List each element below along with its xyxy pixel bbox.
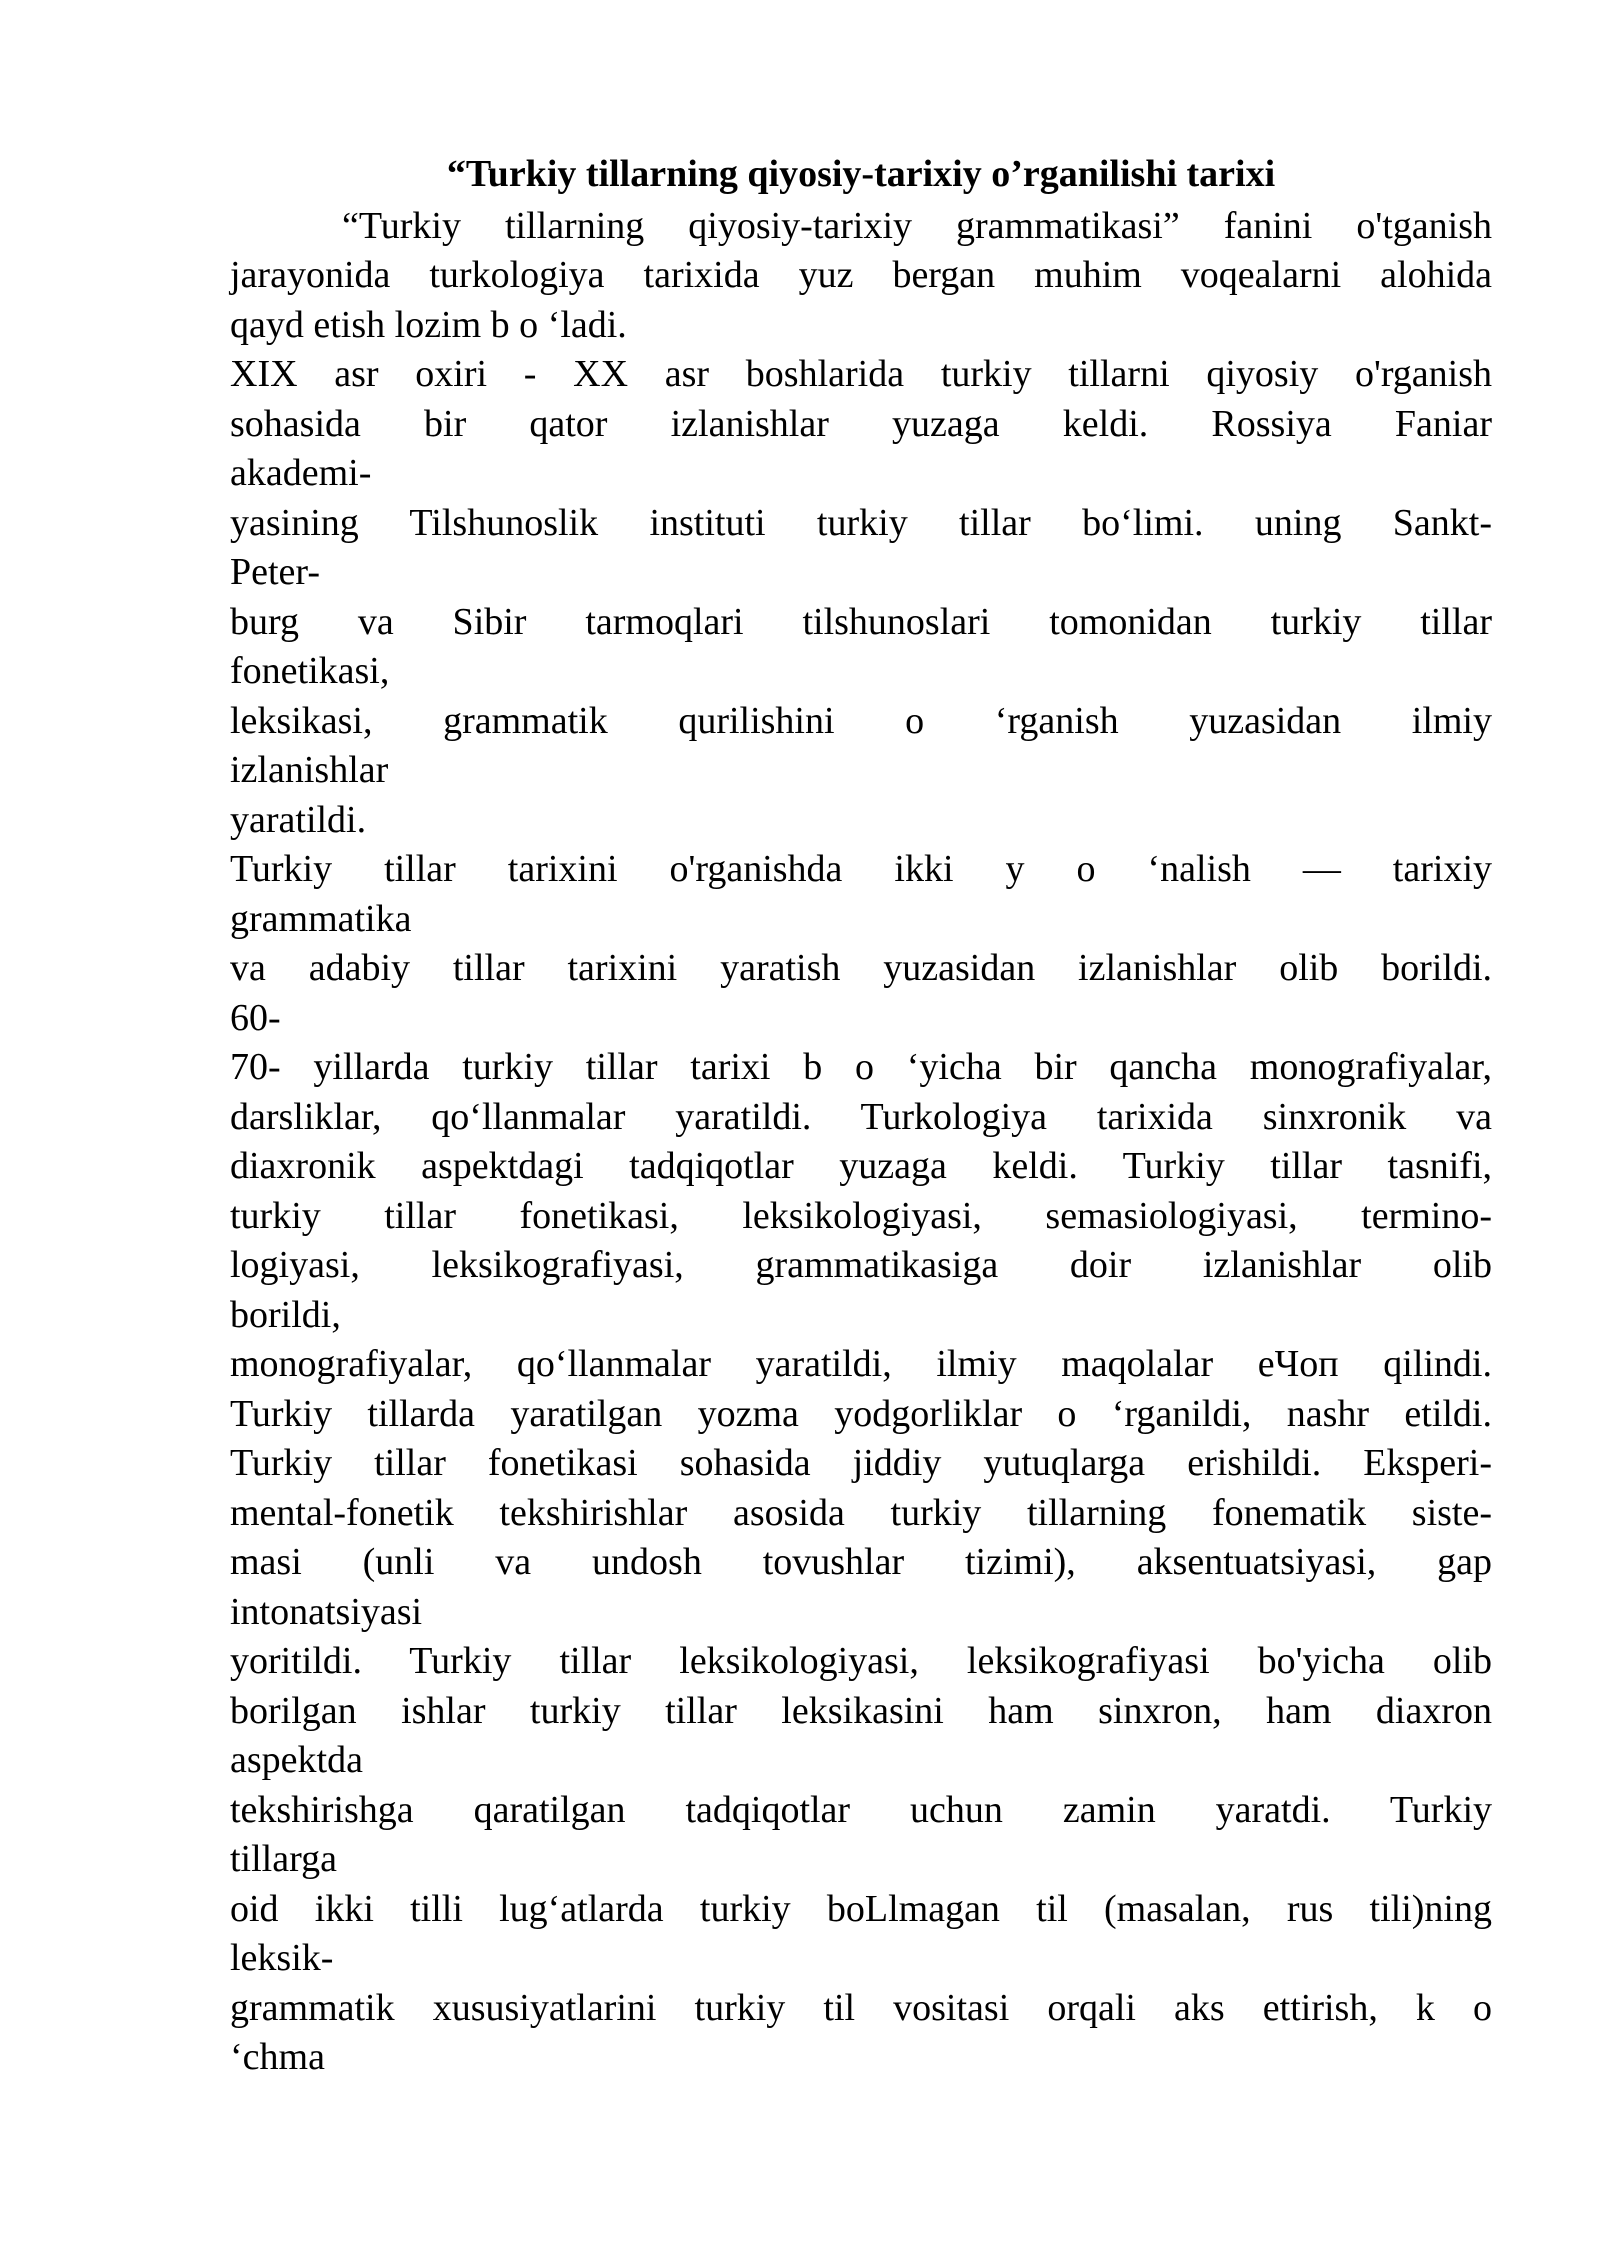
text-line: masi (unli va undosh tovushlar tizimi), aksentuatsiyasi, gap bbox=[230, 1541, 1492, 1583]
text-line: akademi- bbox=[230, 452, 372, 494]
text-line: borilgan ishlar turkiy tillar leksikasini ham sinxron, ham diaxron bbox=[230, 1689, 1492, 1732]
text-line: “Turkiy tillarning qiyosiy-tarixiy grammatikasi” fanini o'tganish bbox=[342, 204, 1492, 247]
text-line: yoritildi. Turkiy tillar leksikologiyasi, leksikografiyasi bo'yicha olib bbox=[230, 1640, 1492, 1682]
text-line: burg va Sibir tarmoqlari tilshunoslari tomonidan turkiy tillar bbox=[230, 600, 1492, 643]
text-line: oid ikki tilli lug‘atlarda turkiy boLlmagan til (masalan, rus tili)ning bbox=[230, 1887, 1492, 1930]
text-line: logiyasi, leksikografiyasi, grammatikasiga doir izlanishlar olib bbox=[230, 1244, 1492, 1286]
text-line: qayd etish lozim b o ‘ladi. bbox=[230, 303, 627, 346]
text-line: grammatik xususiyatlarini turkiy til vositasi orqali aks ettirish, k o bbox=[230, 1986, 1492, 2029]
text-line: leksik- bbox=[230, 1937, 334, 1979]
text-line: XIX asr oxiri - XX asr boshlarida turkiy tillarni qiyosiy o'rganish bbox=[230, 353, 1492, 395]
text-line: 60- bbox=[230, 996, 281, 1039]
text-line: intonatsiyasi bbox=[230, 1590, 423, 1633]
text-line: darsliklar, qo‘llanmalar yaratildi. Turkologiya tarixida sinxronik va bbox=[230, 1095, 1492, 1138]
text-line: Turkiy tillar fonetikasi sohasida jiddiy yutuqlarga erishildi. Eksperi- bbox=[230, 1442, 1492, 1484]
text-line: aspektda bbox=[230, 1739, 363, 1781]
text-line: monografiyalar, qo‘llanmalar yaratildi, ilmiy maqolalar eЧоп qilindi. bbox=[230, 1343, 1492, 1385]
text-line: diaxronik aspektdagi tadqiqotlar yuzaga keldi. Turkiy tillar tasnifi, bbox=[230, 1145, 1492, 1187]
text-line: grammatika bbox=[230, 897, 412, 940]
text-line: mental-fonetik tekshirishlar asosida turkiy tillarning fonematik siste- bbox=[230, 1491, 1492, 1534]
text-line: ‘chma bbox=[230, 2036, 325, 2078]
text-line: yasining Tilshunoslik instituti turkiy tillar bo‘limi. uning Sankt- bbox=[230, 501, 1492, 544]
text-line: Turkiy tillar tarixini o'rganishda ikki y o ‘nalish — tarixiy bbox=[230, 848, 1492, 890]
text-line: va adabiy tillar tarixini yaratish yuzasidan izlanishlar olib borildi. bbox=[230, 947, 1492, 989]
text-line: leksikasi, grammatik qurilishini o ‘rganish yuzasidan ilmiy bbox=[230, 699, 1492, 742]
text-line: Turkiy tillarda yaratilgan yozma yodgorliklar o ‘rganildi, nashr etildi. bbox=[230, 1392, 1492, 1435]
text-line: tekshirishga qaratilgan tadqiqotlar uchun zamin yaratdi. Turkiy bbox=[230, 1788, 1492, 1831]
text-line: fonetikasi, bbox=[230, 650, 390, 692]
text-line: turkiy tillar fonetikasi, leksikologiyasi, semasiologiyasi, termino- bbox=[230, 1194, 1492, 1237]
text-line: jarayonida turkologiya tarixida yuz bergan muhim voqealarni alohida bbox=[230, 254, 1492, 296]
text-line: tillarga bbox=[230, 1838, 337, 1880]
text-line: Peter- bbox=[230, 551, 320, 593]
text-line: sohasida bir qator izlanishlar yuzaga keldi. Rossiya Faniar bbox=[230, 402, 1492, 445]
text-line: borildi, bbox=[230, 1293, 341, 1336]
document-title: “Turkiy tillarning qiyosiy-tarixiy o’rganilishi tarixi bbox=[446, 153, 1276, 195]
text-line: 70- yillarda turkiy tillar tarixi b o ‘yicha bir qancha monografiyalar, bbox=[230, 1046, 1492, 1088]
document-body bbox=[230, 150, 1492, 2083]
text-line: izlanishlar bbox=[230, 749, 389, 791]
document-text bbox=[230, 202, 1492, 2083]
text-line: yaratildi. bbox=[230, 798, 367, 841]
